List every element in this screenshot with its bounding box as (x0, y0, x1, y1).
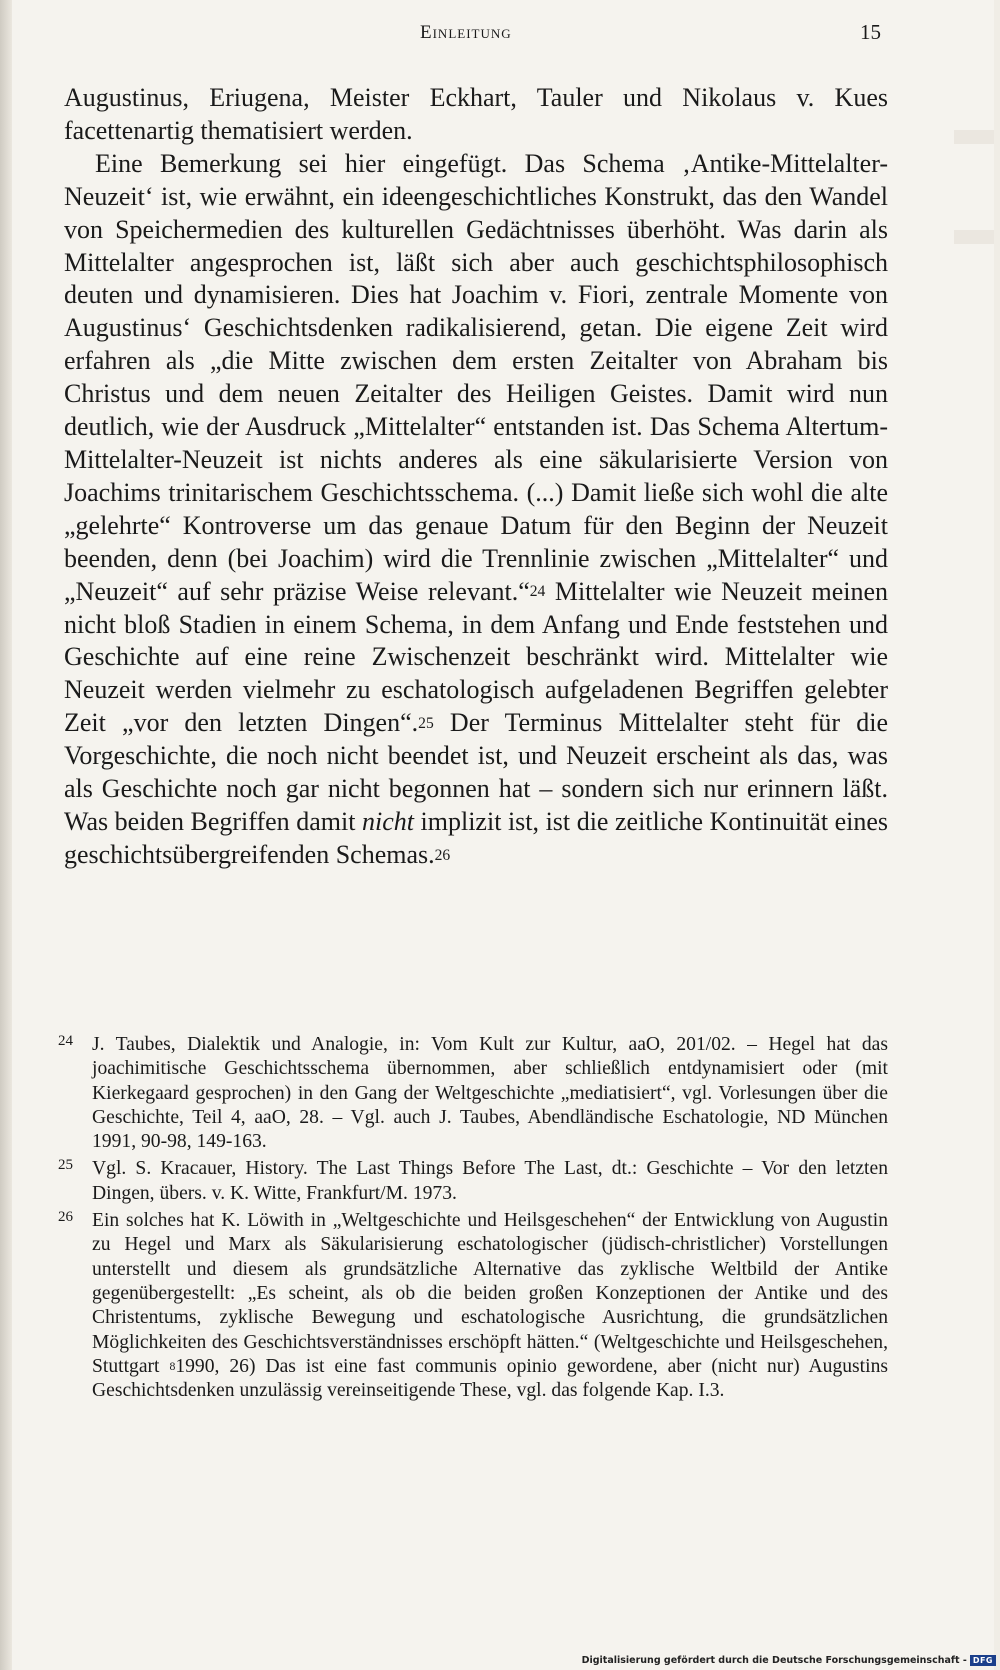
page-number: 15 (860, 20, 881, 44)
edition-superscript: 8 (169, 1359, 176, 1373)
footnote-ref-24[interactable]: 24 (529, 583, 546, 601)
footnote-ref-26[interactable]: 26 (434, 846, 451, 864)
main-text (64, 82, 888, 872)
digitization-credit (582, 1655, 996, 1666)
footnote-number: 26 (58, 1209, 73, 1226)
emphasis-nicht: nicht (361, 806, 414, 836)
paragraph-2-text: implizit ist, ist die zeitliche Kontinuität eines geschichtsübergreifenden Schemas. (64, 806, 889, 869)
running-title: Einleitung (420, 22, 512, 43)
paragraph-2-text: Mittelalter wie Neuzeit meinen nicht bloß Stadien in einem Schema, in dem Anfang und Ende feststehen und Geschichte auf eine reine Zwischenzeit beschränkt wird. Mittelalter wie Neuzeit werden vielmehr zu eschatologisch aufgeladenen Begriffen gelebter Zeit „vor den letzten Dingen“. (64, 576, 889, 738)
paragraph-1: Augustinus, Eriugena, Meister Eckhart, Tauler und Nikolaus v. Kues facettenartig thematisiert werden. (64, 83, 888, 145)
footnote-text: 1990, 26) Das ist eine fast communis opinio gewordene, aber (nicht nur) Augustins Geschichtsdenken unzulässig vereinseitigende These, vgl. das folgende Kap. I.3. (92, 1355, 888, 1402)
dfg-logo: DFG (970, 1655, 996, 1666)
footnote-text: Ein solches hat K. Löwith in „Weltgeschichte und Heilsgeschehen“ der Entwicklung von Augustin zu Hegel und Marx als Säkularisierung eschatologischer (jüdisch-christlicher) Vorstellungen unterstellt und diesem als grundsätzliche Alternative das zyklische Weltbild der Antike gegenübergestellt: „Es scheint, als ob die beiden großen Konzeptionen der Antike und des Christentums, zyklische Bewegung und eschatologische Ausrichtung, die grundsätzlichen Möglichkeiten des Geschichtsverständnisses erschöpft hätten.“ (Weltgeschichte und Heilsgeschehen, Stuttgart (92, 1210, 888, 1377)
credit-text: Digitalisierung gefördert durch die Deutsche Forschungsgemeinschaft - (581, 1655, 967, 1666)
footnote-25 (58, 1157, 888, 1206)
footnote-text: J. Taubes, Dialektik und Analogie, in: Vom Kult zur Kultur, aaO, 201/02. – Hegel hat das joachimitische Geschichtsschema übernommen, aber schließlich entdynamisiert oder (mit Kierkegaard gesprochen) in den Gang der Weltgeschichte „mediatisiert“, vgl. Vorlesungen über die Geschichte, Teil 4, aaO, 28. – Vgl. auch J. Taubes, Abendländische Eschatologie, ND München 1991, 90-98, 149-163. (92, 1034, 888, 1153)
paragraph-2-text: Eine Bemerkung sei hier eingefügt. Das Schema ‚Antike-Mittelalter-Neuzeit‘ ist, wie erwähnt, ein ideengeschichtliches Konstrukt, das den Wandel von Speichermedien des kulturellen Gedächtnisses überhöht. Was darin als Mittelalter angesprochen ist, läßt sich aber auch geschichtsphilosophisch deuten und dynamisieren. Dies hat Joachim v. Fiori, zentrale Momente von Augustinus‘ Geschichtsdenken radikalisierend, getan. Die eigene Zeit wird erfahren als „die Mitte zwischen dem ersten Zeitalter von Abraham bis Christus und dem neuen Zeitalter des Heiligen Geistes. Damit wird nun deutlich, wie der Ausdruck „Mittelalter“ entstanden ist. Das Schema Altertum-Mittelalter-Neuzeit ist nichts anderes als eine säkularisierte Version von Joachims trinitarischem Geschichtsschema. (...) Damit ließe sich wohl die alte „gelehrte“ Kontroverse um das genaue Datum für den Beginn der Neuzeit beenden, denn (bei Joachim) wird die Trennlinie zwischen „Mittelalter“ und „Neuzeit“ auf sehr präzise Weise relevant.“ (64, 148, 888, 606)
footnote-number: 24 (58, 1033, 73, 1049)
footnotes (58, 1033, 888, 1406)
bleed-through-mark (954, 230, 994, 244)
footnote-26 (58, 1209, 888, 1403)
footnote-ref-25[interactable]: 25 (418, 715, 434, 733)
paragraph-2 (64, 148, 888, 872)
page-binding-shadow (0, 0, 12, 1670)
footnote-24 (58, 1033, 888, 1154)
footnote-number: 25 (58, 1157, 73, 1174)
footnote-text: Vgl. S. Kracauer, History. The Last Things Before The Last, dt.: Geschichte – Vor den letzten Dingen, übers. v. K. Witte, Frankfurt/M. 1973. (92, 1158, 888, 1204)
paragraph-2-text: Der Terminus Mittelalter steht für die Vorgeschichte, die noch nicht beendet ist, und Neuzeit erscheint als das, was als Geschichte noch gar nicht begonnen hat – sondern sich nur erinnern läßt. Was beiden Begriffen damit (64, 708, 889, 836)
page-edge (994, 0, 1000, 1670)
bleed-through-mark (954, 130, 994, 144)
